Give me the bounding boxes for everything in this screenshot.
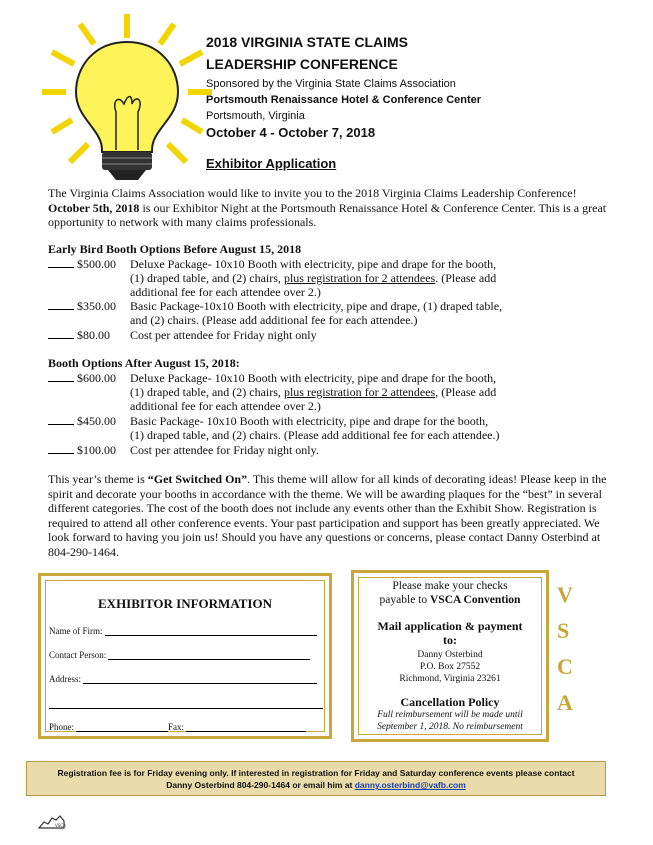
address-line[interactable]	[83, 675, 317, 684]
vsca-letter-a: A	[557, 690, 573, 715]
theme-text-1: This year’s theme is	[48, 472, 148, 486]
footer-contact: Danny Osterbind 804-290-1464 or email him at	[166, 780, 355, 790]
option-line: Cost per attendee for Friday night only.	[130, 443, 319, 457]
early-option-basic	[48, 299, 608, 327]
price: $450.00	[77, 414, 116, 428]
late-option-basic	[48, 414, 608, 442]
checkbox-line[interactable]	[48, 372, 74, 382]
option-line: Deluxe Package- 10x10 Booth with electricity, pipe and drape for the booth,	[130, 371, 497, 385]
late-heading: Booth Options After August 15, 2018:	[48, 356, 240, 370]
address-field-2[interactable]	[49, 700, 323, 709]
mail-box: P.O. Box 27552	[419, 662, 481, 672]
footer-line-1: Registration fee is for Friday evening only. If interested in registration for Friday and Saturday conference events please contact	[57, 768, 575, 778]
firm-label: Name of Firm:	[49, 626, 103, 636]
phone-fax-field[interactable]	[49, 722, 306, 732]
vsca-letter-v: V	[557, 582, 573, 607]
option-underlined: plus registration for 2 attendees	[283, 385, 436, 400]
option-line: . (Please add	[435, 271, 497, 286]
checkbox-line[interactable]	[48, 444, 74, 454]
firm-line[interactable]	[105, 627, 317, 636]
late-option-deluxe	[48, 371, 608, 414]
vsca-letter-s: S	[557, 618, 570, 643]
exhibitor-info-title: EXHIBITOR INFORMATION	[98, 596, 272, 611]
address-line-2[interactable]	[49, 700, 323, 709]
exhibitor-info-box	[38, 573, 332, 739]
checkbox-line[interactable]	[48, 415, 74, 425]
intro-text-1: The Virginia Claims Association would like to invite you to the 2018 Virginia Claims Leadership Conference!	[48, 186, 577, 200]
conference-title-line1: 2018 VIRGINIA STATE CLAIMS	[206, 34, 408, 50]
checks-line-2	[354, 594, 546, 606]
phone-line[interactable]	[76, 723, 168, 732]
fax-line[interactable]	[186, 723, 306, 732]
intro-paragraph	[48, 186, 608, 230]
phone-label: Phone:	[49, 722, 75, 732]
vsca-letter-c: C	[557, 654, 573, 679]
option-line: Cost per attendee for Friday night only	[130, 328, 317, 342]
early-option-deluxe	[48, 257, 608, 300]
logo-text: VSCA	[55, 823, 66, 828]
price: $350.00	[77, 299, 116, 313]
mail-line-1: Mail application & payment	[377, 619, 523, 633]
payment-info-box	[351, 570, 549, 742]
sponsor-line: Sponsored by the Virginia State Claims Association	[206, 78, 456, 90]
hotel-name: Portsmouth Renaissance Hotel & Conference Center	[206, 94, 482, 106]
theme-paragraph	[48, 472, 614, 559]
price: $80.00	[77, 328, 110, 342]
option-line: and (2) chairs. (Please add additional fee for each attendee.)	[130, 313, 418, 328]
price: $600.00	[77, 371, 116, 385]
mail-name: Danny Osterbind	[417, 650, 483, 660]
cancellation-line-2: September 1, 2018. No reimbursement	[377, 722, 523, 732]
checkbox-line[interactable]	[48, 300, 74, 310]
contact-line[interactable]	[108, 651, 310, 660]
option-line: (1) draped table, and (2) chairs,	[130, 385, 284, 400]
vsca-logo	[38, 812, 66, 830]
option-line: (1) draped table, and (2) chairs. (Please add additional fee for each attendee.)	[130, 428, 500, 443]
conference-title-line2: LEADERSHIP CONFERENCE	[206, 56, 398, 72]
option-line: , (Please add	[435, 385, 497, 400]
city-line: Portsmouth, Virginia	[206, 110, 305, 122]
checks-line-1: Please make your checks	[392, 580, 508, 592]
contact-field[interactable]	[49, 650, 310, 660]
theme-name: “Get Switched On”	[147, 472, 248, 486]
option-line: Basic Package- 10x10 Booth with electricity, pipe and drape for the booth,	[130, 414, 489, 428]
footer-line-2	[27, 779, 605, 791]
early-option-friday	[48, 328, 608, 342]
option-line: (1) draped table, and (2) chairs,	[130, 271, 284, 286]
late-option-friday	[48, 443, 608, 457]
mail-line-2: to:	[443, 633, 457, 647]
cancellation-title: Cancellation Policy	[400, 695, 500, 709]
conference-dates: October 4 - October 7, 2018	[206, 125, 376, 140]
theme-text-2: . This theme will allow for all kinds of decorating ideas! Please keep in the spirit and decorate your booths in accordance with the theme. We will be awarding plaques for the “best” in several different categories. The cost of the booth does not include any events other than the Exhibit Show. Registration is required to attend all other conference events. Your past participation and support has been greatly appreciated. We look forward to having you join us! Should you have any questions or concerns, please contact Danny Osterbind at 804-290-1464.	[48, 472, 607, 559]
option-line: additional fee for each attendee over 2.)	[130, 399, 321, 414]
checkbox-line[interactable]	[48, 329, 74, 339]
address-field[interactable]	[49, 674, 317, 684]
footer-banner	[26, 761, 606, 796]
application-heading: Exhibitor Application	[206, 156, 337, 171]
option-line: additional fee for each attendee over 2.)	[130, 285, 321, 300]
payee: VSCA Convention	[430, 594, 521, 606]
option-line: Basic Package-10x10 Booth with electricity, pipe and drape, (1) draped table,	[130, 299, 503, 313]
cancellation-line-1: Full reimbursement will be made until	[377, 710, 523, 720]
price: $100.00	[77, 443, 116, 457]
payable-to: payable to	[379, 594, 430, 606]
firm-field[interactable]	[49, 626, 317, 636]
early-bird-heading: Early Bird Booth Options Before August 15, 2018	[48, 242, 302, 256]
contact-label: Contact Person:	[49, 650, 107, 660]
fax-label: Fax:	[168, 722, 185, 732]
light-bulb-icon	[40, 12, 215, 187]
mail-city: Richmond, Virginia 23261	[399, 674, 501, 684]
option-underlined: plus registration for 2 attendees	[283, 271, 436, 286]
intro-text-2: is our Exhibitor Night at the Portsmouth Renaissance Hotel & Conference Center. This is a great opportunity to network with many claims professionals.	[48, 200, 607, 229]
exhibitor-night-date: October 5th, 2018	[48, 200, 140, 215]
email-link[interactable]: danny.osterbind@vafb.com	[354, 780, 466, 790]
checkbox-line[interactable]	[48, 258, 74, 268]
address-label: Address:	[49, 674, 81, 684]
price: $500.00	[77, 257, 116, 271]
option-line: Deluxe Package- 10x10 Booth with electricity, pipe and drape for the booth,	[130, 257, 497, 271]
